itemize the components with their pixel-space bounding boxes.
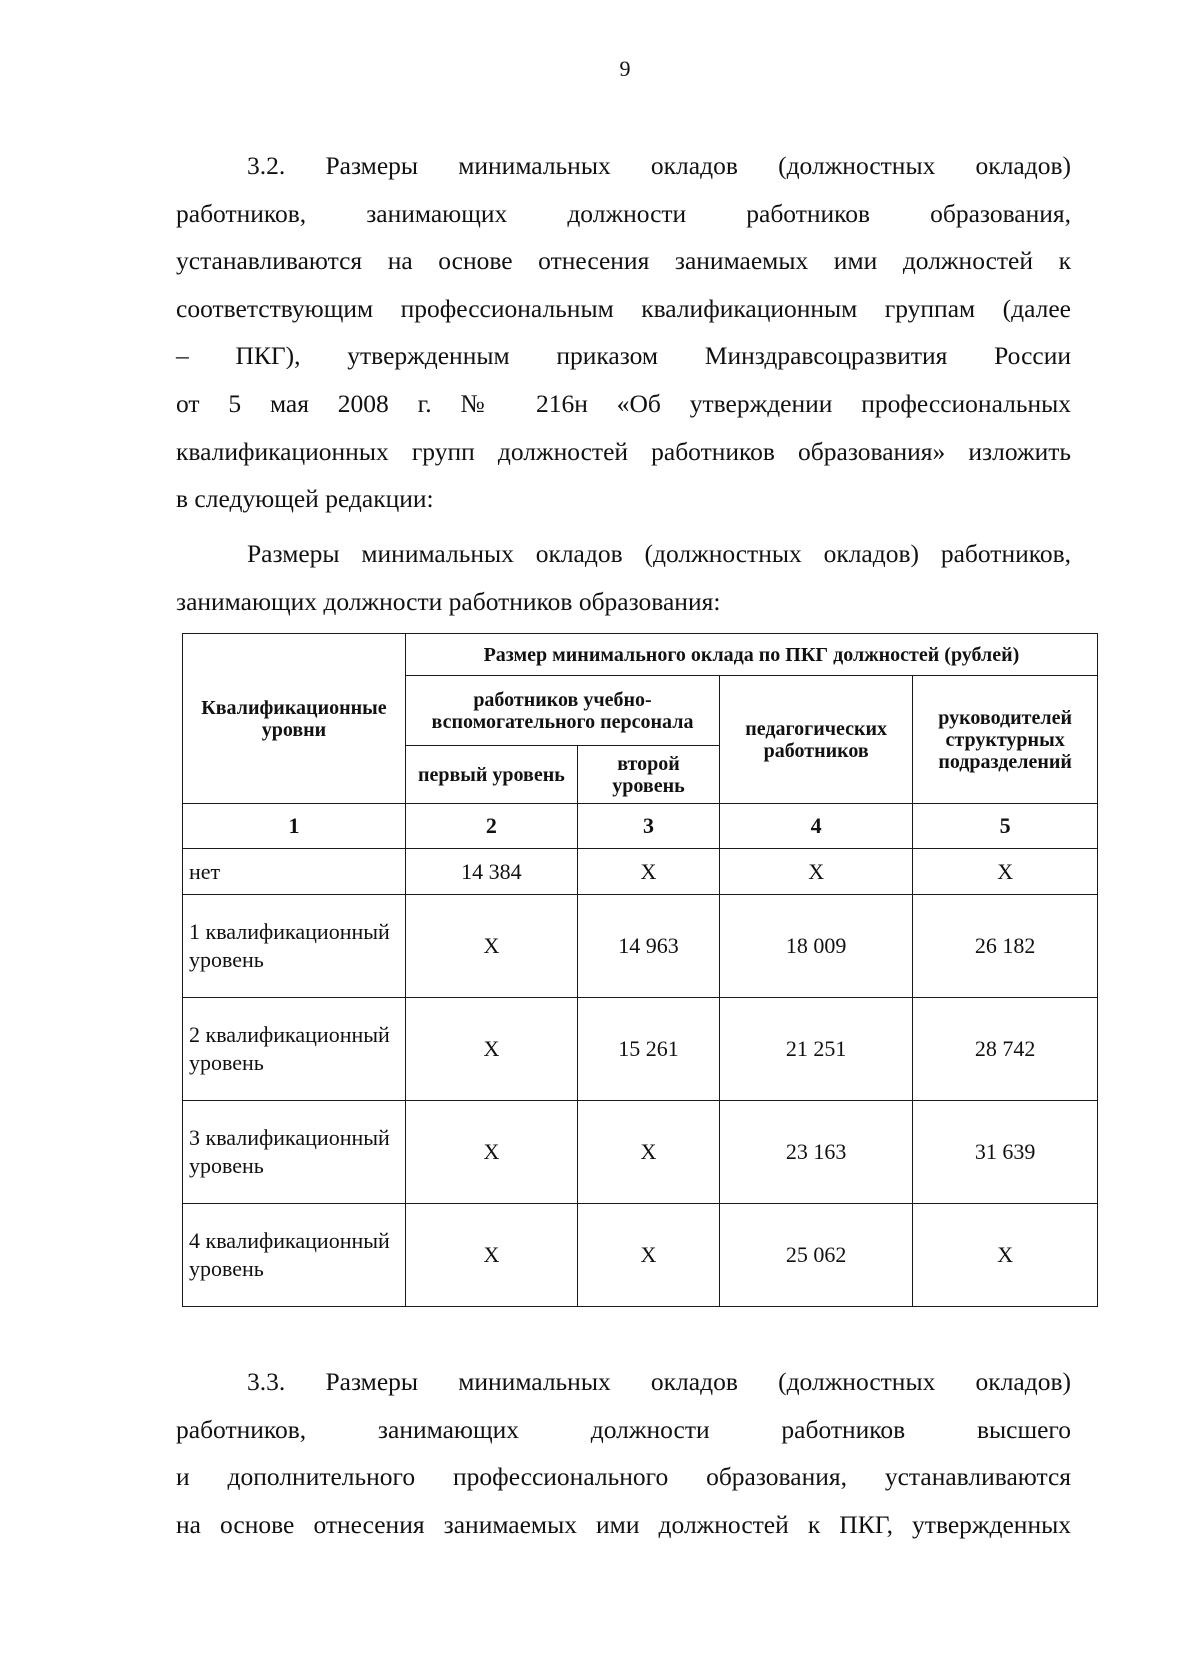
- text-line: 3.3. Размеры минимальных окладов (должностных окладов): [247, 1367, 1071, 1396]
- header-teaching: педагогических работников: [720, 676, 913, 804]
- column-number: 4: [720, 804, 913, 849]
- row-level: 1 квалификационный уровень: [183, 895, 406, 998]
- cell-value: Х: [577, 849, 719, 895]
- section-3-2-paragraph: [176, 142, 1071, 523]
- cell-value: 18 009: [720, 895, 913, 998]
- table-intro-paragraph: [176, 530, 1071, 625]
- cell-value: Х: [577, 1101, 719, 1204]
- salary-table: [182, 633, 1098, 1307]
- cell-value: 31 639: [913, 1101, 1098, 1204]
- header-heads: руководителей структурных подразделений: [913, 676, 1098, 804]
- cell-value: Х: [720, 849, 913, 895]
- row-level: 3 квалификационный уровень: [183, 1101, 406, 1204]
- cell-value: 21 251: [720, 998, 913, 1101]
- text-line: от 5 мая 2008 г. № 216н «Об утверждении профессиональных: [176, 388, 1071, 418]
- header-support-staff: работников учебно-вспомогательного персонала: [405, 676, 719, 746]
- text-line: соответствующим профессиональным квалификационным группам (далее: [176, 293, 1071, 323]
- table-row: [183, 895, 1098, 998]
- section-3-3-paragraph: [176, 1358, 1071, 1548]
- table-row: [183, 1204, 1098, 1307]
- row-level: 4 квалификационный уровень: [183, 1204, 406, 1307]
- cell-value: 26 182: [913, 895, 1098, 998]
- column-number: 3: [577, 804, 719, 849]
- column-number-row: [183, 804, 1098, 849]
- row-level: нет: [183, 849, 406, 895]
- cell-value: Х: [405, 998, 577, 1101]
- cell-value: Х: [577, 1204, 719, 1307]
- table-row: [183, 1101, 1098, 1204]
- text-line: – ПКГ), утвержденным приказом Минздравсоцразвития России: [176, 341, 1071, 371]
- text-line: 3.2. Размеры минимальных окладов (должностных окладов): [247, 151, 1071, 180]
- column-number: 2: [405, 804, 577, 849]
- cell-value: 25 062: [720, 1204, 913, 1307]
- text-line: квалификационных групп должностей работников образования» изложить: [176, 436, 1071, 466]
- text-line: устанавливаются на основе отнесения занимаемых ими должностей к: [176, 246, 1071, 276]
- column-number: 5: [913, 804, 1098, 849]
- cell-value: Х: [913, 1204, 1098, 1307]
- text-line: и дополнительного профессионального образования, устанавливаются: [176, 1462, 1071, 1492]
- text-line: работников, занимающих должности работников высшего: [176, 1414, 1071, 1444]
- column-number: 1: [183, 804, 406, 849]
- cell-value: Х: [405, 895, 577, 998]
- header-first-level: первый уровень: [405, 746, 577, 804]
- cell-value: 15 261: [577, 998, 719, 1101]
- table-row: [183, 998, 1098, 1101]
- text-line: занимающих должности работников образования:: [176, 586, 721, 616]
- table-row: [183, 849, 1098, 895]
- text-line: в следующей редакции:: [176, 484, 434, 514]
- text-line: работников, занимающих должности работников образования,: [176, 198, 1071, 228]
- cell-value: Х: [405, 1101, 577, 1204]
- text-line: на основе отнесения занимаемых ими должностей к ПКГ, утвержденных: [176, 1509, 1071, 1539]
- text-line: Размеры минимальных окладов (должностных окладов) работников,: [247, 539, 1071, 568]
- cell-value: 28 742: [913, 998, 1098, 1101]
- header-second-level: второй уровень: [577, 746, 719, 804]
- cell-value: 23 163: [720, 1101, 913, 1204]
- row-level: 2 квалификационный уровень: [183, 998, 406, 1101]
- cell-value: Х: [405, 1204, 577, 1307]
- header-group: Размер минимального оклада по ПКГ должностей (рублей): [405, 634, 1097, 676]
- cell-value: 14 963: [577, 895, 719, 998]
- header-levels: Квалификационные уровни: [183, 634, 406, 804]
- cell-value: 14 384: [405, 849, 577, 895]
- cell-value: Х: [913, 849, 1098, 895]
- page-number: 9: [619, 56, 631, 81]
